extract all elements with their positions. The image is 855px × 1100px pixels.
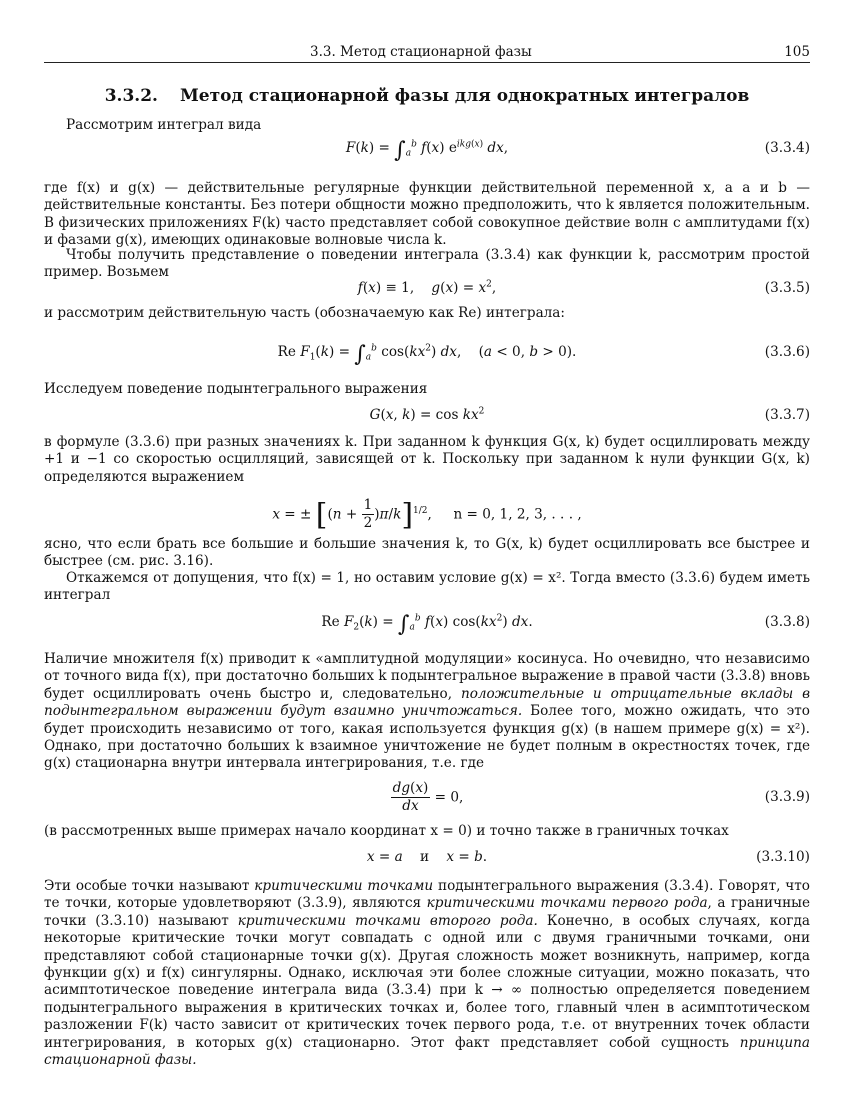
- modulation-text-a: Наличие множителя f(x) приводит к «амплитудной модуляции» косинуса. Но очевидно, что независимо от точного вида f(x), при достаточно больших k подынтегральное выражение в правой части (3.3.8) вновь будет осциллировать очень быстро и, следовательно,: [44, 651, 810, 702]
- critical-emphasis-2: критическими точками первого рода: [426, 895, 708, 912]
- equation-body: f(x) ≡ 1, $g(x) = x^2$,: [357, 279, 497, 296]
- equation-body: x = a и x = b.: [366, 849, 488, 865]
- paragraph-intro: Рассмотрим интеграл вида: [66, 117, 262, 133]
- critical-emphasis-4: принципа стационарной фазы.: [44, 1034, 810, 1069]
- modulation-emphasis: положительные и отрицательные вклады в подынтегральном выражении будут взаимно уничтожаться.: [44, 685, 810, 720]
- paragraph-critical-points: [44, 878, 810, 1069]
- equation-zeros-range: n = 0, 1, 2, 3, . . . ,: [453, 506, 582, 523]
- critical-text-b: подынтегрального выражения (3.3.4). Говорят, что те точки, которые удовлетворяют (3.3.9), являются: [44, 878, 810, 912]
- equation-3-3-10: [44, 849, 810, 873]
- equation-3-3-7: [44, 407, 810, 431]
- equation-number: (3.3.10): [756, 849, 810, 865]
- equation-number: (3.3.8): [764, 614, 810, 630]
- equation-body: x = ± [(n + $\frac{1}{2}$ )π/k]$^{1/2}$, n = 0, 1, 2, 3, . . . ,: [272, 497, 582, 533]
- paragraph-real-part: и рассмотрим действительную часть (обозначаемую как Re) интеграла:: [44, 305, 565, 321]
- equation-number: (3.3.6): [764, 344, 810, 360]
- equation-body: $\frac{dg(x)}{dx}$ = 0,: [392, 780, 464, 815]
- equation-zeros: [44, 497, 810, 531]
- paragraph-boundary: (в рассмотренных выше примерах начало координат x = 0) и точно также в граничных точках: [44, 823, 729, 839]
- critical-text-d: Конечно, в особых случаях, когда некоторые критические точки могут совпадать с одной или с двумя граничными точками, они представляют собой стационарные точки g(x). Другая сложность может возникнуть, например, когда функции g(x) и f(x) сингулярны. Однако, исключая эти более сложные ситуации, можно показать, что асимптотическое поведение интеграла вида (3.3.4) при k → ∞ полностью определяется поведением подынтегрального выражения в критических точках и, более того, главный член в асимптотическом разложении F(k) часто зависит от критических точек первого рода, т.е. от внутренних точек области интегрирования, в которых g(x) стационарно. Этот факт представляет собой сущность: [44, 912, 811, 1051]
- paragraph-integrand: Исследуем поведение подынтегрального выражения: [44, 381, 428, 397]
- modulation-text-b: Более того, можно ожидать, что это будет происходить независимо от того, какая используется функция g(x) (в нашем примере g(x) = x²). Однако, при достаточно больших k взаимное уничтожение не будет полным в окрестностях точек, где g(x) стационарна внутри интервала интегрирования, т.е. где: [44, 703, 810, 772]
- paragraph-example: Чтобы получить представление о поведении интеграла (3.3.4) как функции k, рассмотрим простой пример. Возьмем: [44, 247, 810, 281]
- equation-body: Re $F_1(k) = \int_a^b$ $\cos(kx^2)$ dx, (a < 0, b > 0).: [277, 342, 577, 367]
- critical-text-c: , а граничные точки (3.3.10) называют: [44, 895, 811, 929]
- equation-number: (3.3.4): [764, 140, 810, 156]
- page-number: 105: [784, 44, 810, 60]
- critical-text-a: Эти особые точки называют: [44, 878, 255, 894]
- equation-body: Re $F_2(k) = \int_a^b$ f(x) $\cos(kx^2)$ dx.: [321, 612, 533, 637]
- equation-body: G(x, $k) = \cos kx^2$: [369, 406, 485, 423]
- equation-3-3-9: [44, 780, 810, 816]
- paragraph-faster: ясно, что если брать все большие и большие значения k, то G(x, k) будет осциллировать все быстрее и быстрее (см. рис. 3.16).: [44, 536, 810, 570]
- section-number: 3.3.2.: [104, 86, 158, 106]
- equation-number: (3.3.9): [764, 789, 810, 805]
- running-title: 3.3. Метод стационарной фазы: [310, 44, 532, 60]
- critical-emphasis-3: критическими точками второго рода.: [237, 912, 538, 929]
- equation-3-3-5: [44, 280, 810, 304]
- paragraph-definitions: где f(x) и g(x) — действительные регулярные функции действительной переменной x, а a и b — действительные константы. Без потери общности можно предположить, что k является положительным. В физических приложениях F(k) часто представляет собой совокупное действие волн с амплитудами f(x) и фазами g(x), имеющих одинаковые волновые числа k.: [44, 180, 810, 249]
- equation-3-3-8: [44, 614, 810, 638]
- section-title: Метод стационарной фазы для однократных интегралов: [179, 86, 750, 106]
- equation-body: $F(k) = \int_a^b$ f(x) $e^{ikg(x)}$ dx,: [345, 138, 509, 163]
- equation-number: (3.3.7): [764, 407, 810, 423]
- paragraph-modulation: [44, 651, 810, 773]
- equation-3-3-6: [44, 344, 810, 368]
- section-heading: [44, 88, 810, 105]
- running-header: [44, 44, 810, 63]
- critical-emphasis-1: критическими точками: [254, 878, 434, 894]
- equation-3-3-4: [44, 140, 810, 164]
- paragraph-relax-assumption: Откажемся от допущения, что f(x) = 1, но оставим условие g(x) = x². Тогда вместо (3.3.6) будем иметь интеграл: [44, 570, 810, 604]
- paragraph-oscillation: в формуле (3.3.6) при разных значениях k. При заданном k функция G(x, k) будет осциллировать между +1 и −1 со скоростью осцилляций, зависящей от k. Поскольку при заданном k нули функции G(x, k) определяются выражением: [44, 434, 810, 485]
- equation-number: (3.3.5): [764, 280, 810, 296]
